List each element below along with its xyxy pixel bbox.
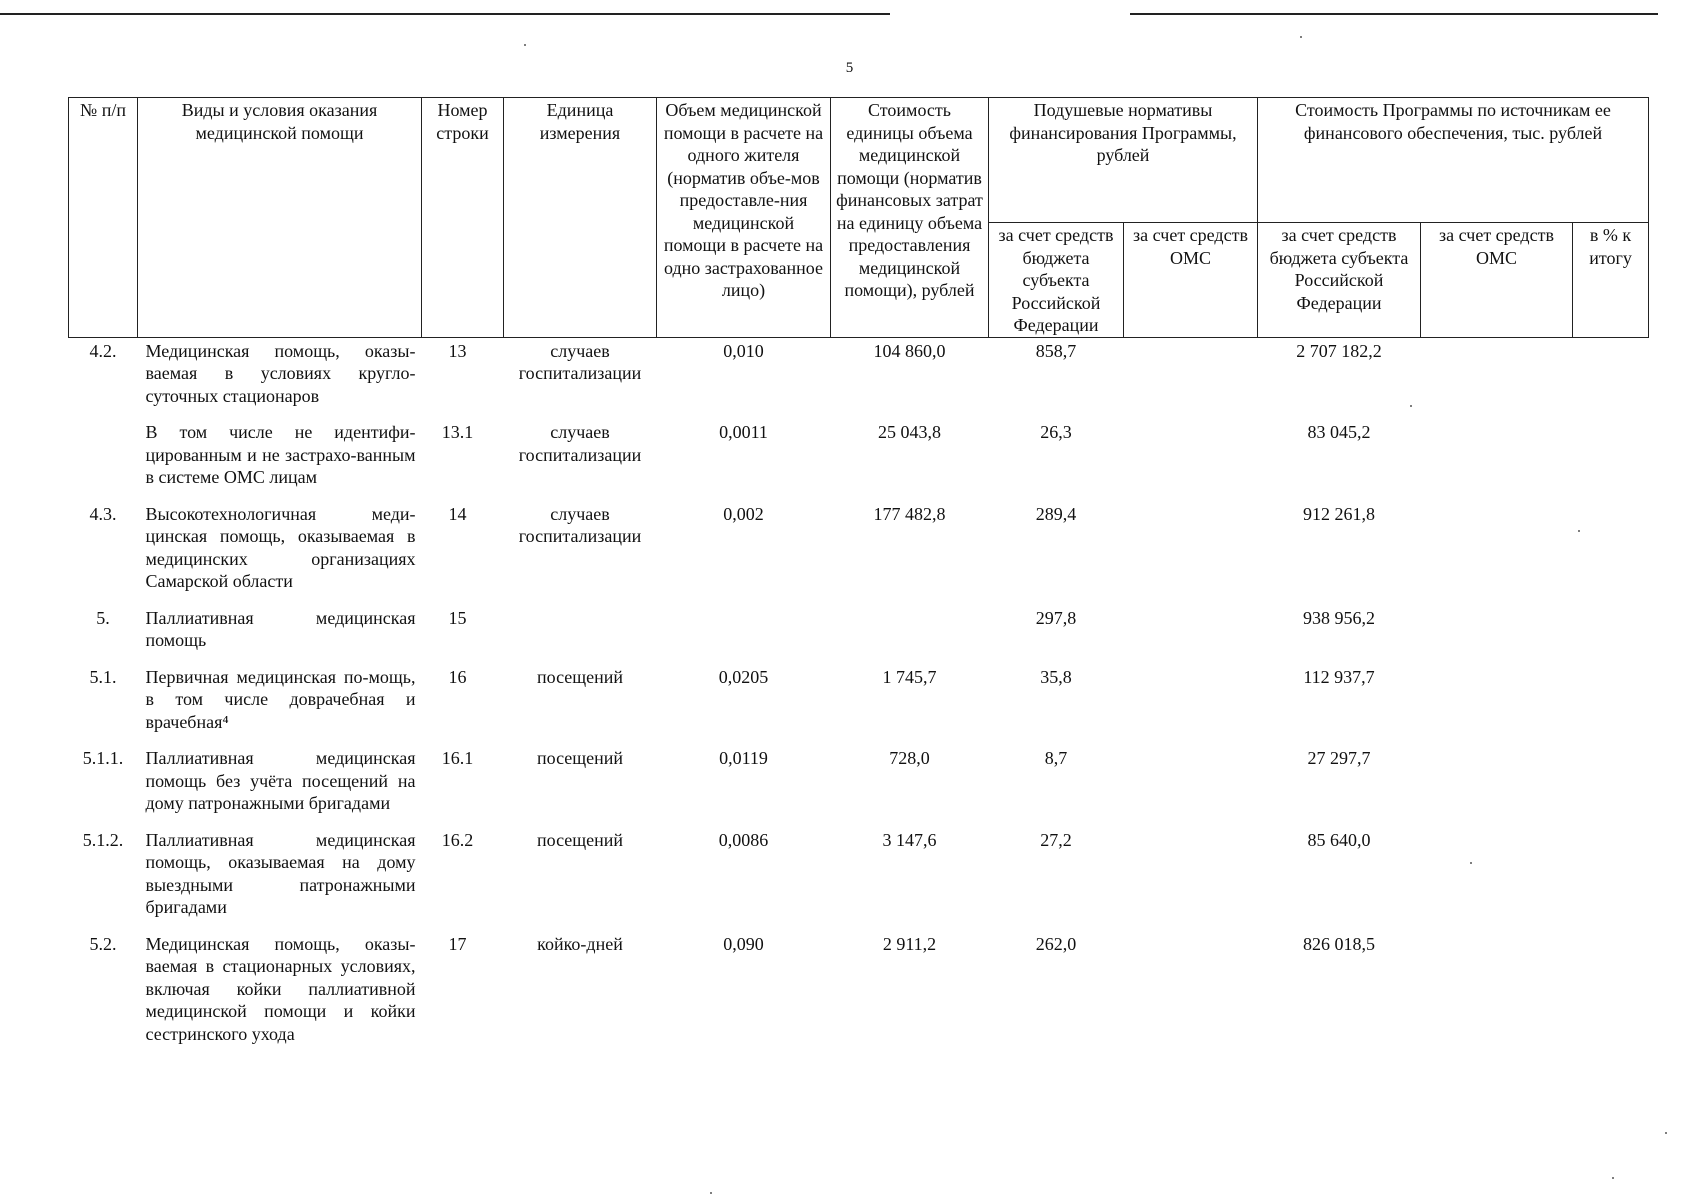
cell-unit: случаев госпитализации xyxy=(518,503,642,546)
cell-pc-oms xyxy=(1124,337,1258,421)
cell-pc-budget: 35,8 xyxy=(1040,666,1072,687)
cell-pct xyxy=(1573,933,1649,1060)
cell-unit: посещений xyxy=(536,829,624,850)
cell-volume: 0,090 xyxy=(723,933,764,954)
cell-num: 5. xyxy=(96,607,110,628)
cell-pct xyxy=(1573,337,1649,421)
cell-pct xyxy=(1573,747,1649,829)
cell-pc-oms xyxy=(1124,607,1258,666)
cell-pc-budget: 26,3 xyxy=(1040,422,1072,442)
table-row xyxy=(69,829,1649,933)
header-pc-oms: за счет средств ОМС xyxy=(1124,223,1258,338)
cell-name: Медицинская помощь, оказы-ваемая в стационарных условиях, включая койки паллиативной медицинской помощи и койки сестринского ухода xyxy=(145,933,416,1044)
cell-cost: 1 745,7 xyxy=(882,666,937,687)
cell-name: Медицинская помощь, оказы-ваемая в условиях кругло-суточных стационаров xyxy=(145,340,416,406)
cell-cost-oms xyxy=(1421,666,1573,748)
table-row xyxy=(69,607,1649,666)
cell-cost-oms xyxy=(1421,503,1573,607)
cell-line: 15 xyxy=(448,607,467,628)
cell-cost: 728,0 xyxy=(889,748,930,768)
cell-cost-budget: 83 045,2 xyxy=(1307,422,1371,442)
table-row xyxy=(69,666,1649,748)
table-row xyxy=(69,421,1649,503)
cell-cost: 3 147,6 xyxy=(882,829,937,850)
cell-line: 16.1 xyxy=(441,748,474,768)
cell-num: 5.1.2. xyxy=(82,829,124,850)
header-pc-budget: за счет средств бюджета субъекта Российской Федерации xyxy=(989,223,1124,338)
cell-unit: случаев госпитализации xyxy=(518,422,642,465)
table-row xyxy=(69,337,1649,421)
cell-cost-budget: 2 707 182,2 xyxy=(1296,340,1382,361)
cell-volume: 0,0011 xyxy=(719,422,768,442)
page-number: 5 xyxy=(845,60,854,76)
cell-cost-budget: 938 956,2 xyxy=(1303,607,1375,628)
cell-num: 4.2. xyxy=(89,340,117,361)
header-program-cost: Стоимость Программы по источникам ее финансового обеспечения, тыс. рублей xyxy=(1258,98,1649,223)
cell-pc-budget: 289,4 xyxy=(1035,503,1077,524)
cell-name: Паллиативная медицинская помощь xyxy=(145,607,416,650)
cell-cost: 104 860,0 xyxy=(873,340,946,361)
scan-border-top-right xyxy=(1130,13,1658,15)
scan-speck xyxy=(1612,1177,1614,1179)
cell-cost-budget: 112 937,7 xyxy=(1303,666,1375,687)
cell-pct xyxy=(1573,607,1649,666)
cell-cost xyxy=(831,607,989,666)
header-kind: Виды и условия оказания медицинской помощи xyxy=(138,98,422,338)
cell-pc-budget: 27,2 xyxy=(1040,829,1072,850)
table-row xyxy=(69,933,1649,1060)
cell-num: 5.2. xyxy=(89,933,117,954)
scan-speck xyxy=(524,44,526,46)
financing-table xyxy=(68,97,1649,1059)
scan-speck xyxy=(1665,1132,1667,1134)
cell-cost: 2 911,2 xyxy=(882,933,937,954)
cell-pc-budget: 297,8 xyxy=(1035,607,1077,628)
cell-line: 14 xyxy=(448,503,467,524)
cell-pc-oms xyxy=(1124,933,1258,1060)
cell-volume: 0,0119 xyxy=(719,748,768,768)
cell-unit: случаев госпитализации xyxy=(518,340,642,383)
cell-unit: посещений xyxy=(536,748,624,768)
cell-cost-oms xyxy=(1421,607,1573,666)
cell-pct xyxy=(1573,421,1649,503)
cell-line: 16.2 xyxy=(441,829,474,850)
table-row xyxy=(69,503,1649,607)
cell-unit xyxy=(504,607,657,666)
cell-num xyxy=(69,421,138,503)
cell-unit: койко-дней xyxy=(537,933,623,954)
cell-cost-oms xyxy=(1421,829,1573,933)
cell-line: 13 xyxy=(448,340,467,361)
cell-cost-budget: 85 640,0 xyxy=(1307,829,1371,850)
cell-num: 5.1.1. xyxy=(82,748,124,768)
cell-pc-oms xyxy=(1124,421,1258,503)
cell-name: Паллиативная медицинская помощь без учёта посещений на дому патронажными бригадами xyxy=(145,748,416,813)
header-row-no: Номер строки xyxy=(422,98,504,338)
table-row xyxy=(69,747,1649,829)
cell-volume: 0,010 xyxy=(723,340,764,361)
header-volume: Объем медицинской помощи в расчете на одного жителя (норматив объе-мов предоставле-ния медицинской помощи в расчете на одно застрахованное лицо) xyxy=(657,98,831,338)
cell-pc-oms xyxy=(1124,666,1258,748)
cell-pc-budget: 8,7 xyxy=(1044,748,1068,768)
header-unit: Единица измерения xyxy=(504,98,657,338)
header-per-capita: Подушевые нормативы финансирования Программы, рублей xyxy=(989,98,1258,223)
cell-cost-oms xyxy=(1421,337,1573,421)
cell-pct xyxy=(1573,666,1649,748)
cell-unit: посещений xyxy=(536,666,624,687)
header-cost-oms: за счет средств ОМС xyxy=(1421,223,1573,338)
cell-cost-oms xyxy=(1421,747,1573,829)
cell-volume xyxy=(657,607,831,666)
header-num: № п/п xyxy=(69,98,138,338)
cell-cost: 177 482,8 xyxy=(873,503,946,524)
scan-speck xyxy=(710,1192,712,1194)
header-cost-budget: за счет средств бюджета субъекта Российской Федерации xyxy=(1258,223,1421,338)
cell-pc-budget: 262,0 xyxy=(1035,933,1077,954)
cell-pc-oms xyxy=(1124,747,1258,829)
cell-cost: 25 043,8 xyxy=(878,422,941,442)
cell-pct xyxy=(1573,829,1649,933)
cell-name: В том числе не идентифи-цированным и не застрахо-ванным в системе ОМС лицам xyxy=(145,422,416,487)
cell-cost-budget: 826 018,5 xyxy=(1303,933,1375,954)
scan-border-top-left xyxy=(0,13,890,15)
cell-line: 17 xyxy=(448,933,467,954)
cell-pct xyxy=(1573,503,1649,607)
cell-volume: 0,0086 xyxy=(718,829,769,850)
cell-line: 16 xyxy=(448,666,467,687)
cell-pc-oms xyxy=(1124,503,1258,607)
cell-volume: 0,0205 xyxy=(718,666,769,687)
cell-volume: 0,002 xyxy=(723,503,764,524)
cell-pc-budget: 858,7 xyxy=(1035,340,1077,361)
cell-num: 5.1. xyxy=(89,666,117,687)
cell-name: Первичная медицинская по-мощь, в том числе доврачебная и врачебная⁴ xyxy=(145,666,416,732)
cell-line: 13.1 xyxy=(441,422,474,442)
cell-pc-oms xyxy=(1124,829,1258,933)
cell-cost-oms xyxy=(1421,421,1573,503)
header-cost-unit: Стоимость единицы объема медицинской помощи (норматив финансовых затрат на единицу объема предоставления медицинской помощи), рублей xyxy=(831,98,989,338)
cell-num: 4.3. xyxy=(89,503,117,524)
cell-cost-oms xyxy=(1421,933,1573,1060)
cell-name: Паллиативная медицинская помощь, оказываемая на дому выездными патронажными бригадами xyxy=(145,829,416,917)
scan-speck xyxy=(1300,36,1302,38)
cell-cost-budget: 912 261,8 xyxy=(1303,503,1375,524)
cell-cost-budget: 27 297,7 xyxy=(1307,748,1371,768)
cell-name: Высокотехнологичная меди-цинская помощь, оказываемая в медицинских организациях Самарской области xyxy=(145,503,416,591)
header-cost-pct: в % к итогу xyxy=(1573,223,1649,338)
